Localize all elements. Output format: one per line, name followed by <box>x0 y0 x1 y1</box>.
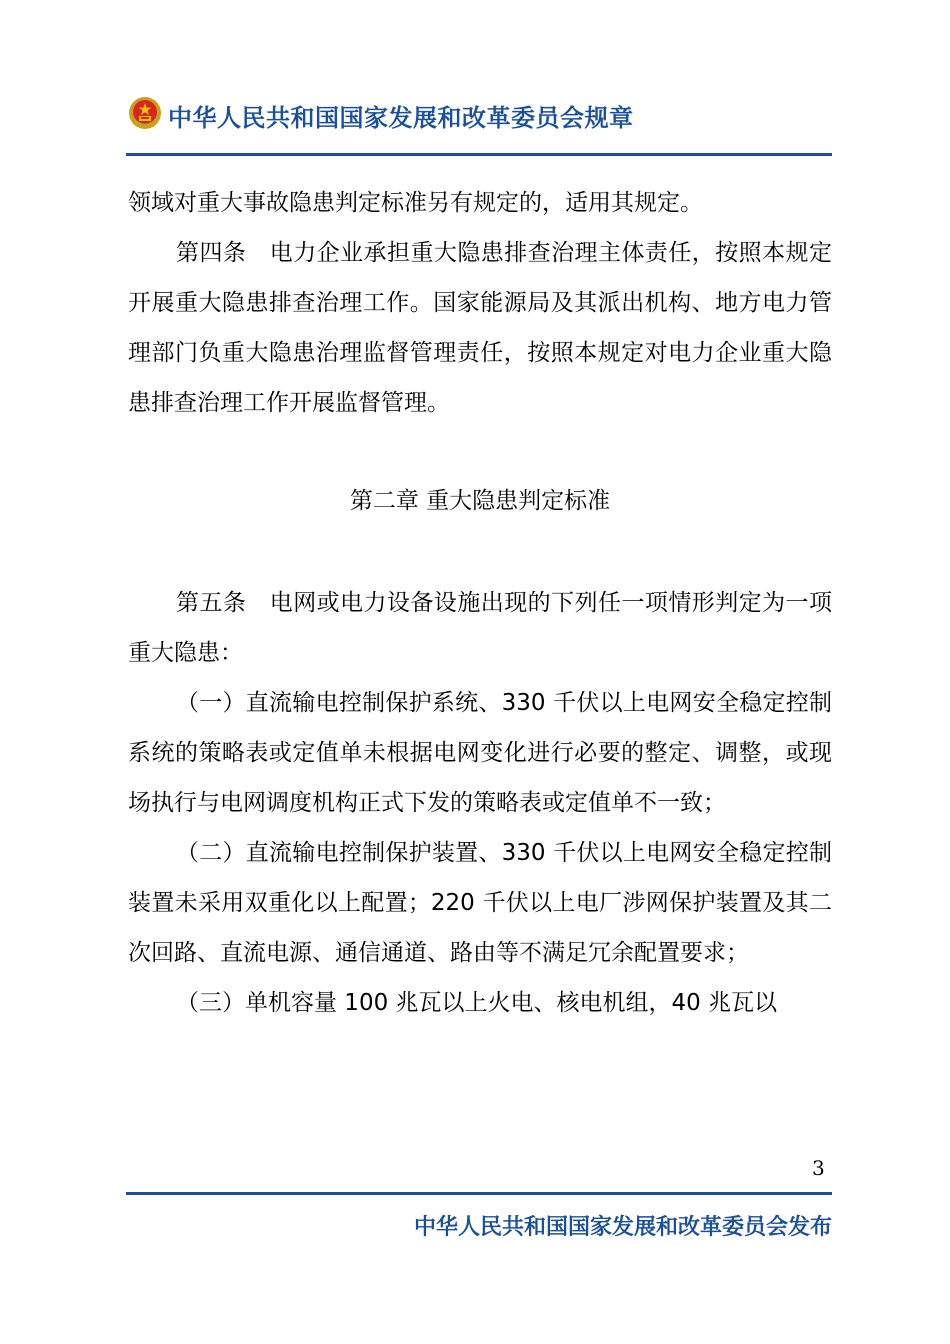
clause-2: （二）直流输电控制保护装置、330 千伏以上电网安全稳定控制装置未采用双重化以上配置；220 千伏以上电厂涉网保护装置及其二次回路、直流电源、通信通道、路由等不满足冗余配置要求； <box>128 840 832 966</box>
clause-1: （一）直流输电控制保护系统、330 千伏以上电网安全稳定控制系统的策略表或定值单未根据电网变化进行必要的整定、调整，或现场执行与电网调度机构正式下发的策略表或定值单不一致； <box>128 690 832 816</box>
header-title: 中华人民共和国国家发展和改革委员会规章 <box>168 104 634 132</box>
article-4: 第四条 电力企业承担重大隐患排查治理主体责任，按照本规定开展重大隐患排查治理工作。国家能源局及其派出机构、地方电力管理部门负重大隐患治理监督管理责任，按照本规定对电力企业重大隐患排查治理工作开展监督管理。 <box>128 240 832 416</box>
document-body <box>128 178 832 1028</box>
clause-3: （三）单机容量 100 兆瓦以上火电、核电机组，40 兆瓦以 <box>176 990 778 1016</box>
article-5: 第五条 电网或电力设备设施出现的下列任一项情形判定为一项重大隐患： <box>128 590 832 666</box>
chapter-title: 第二章 重大隐患判定标准 <box>349 488 611 514</box>
page-header <box>128 92 832 142</box>
header-divider <box>126 153 832 156</box>
footer-publisher: 中华人民共和国国家发展和改革委员会发布 <box>413 1215 832 1240</box>
paragraph: 领域对重大事故隐患判定标准另有规定的，适用其规定。 <box>128 190 703 216</box>
national-emblem-icon <box>128 96 162 130</box>
page-number: 3 <box>812 1156 825 1180</box>
footer-divider <box>126 1192 832 1195</box>
